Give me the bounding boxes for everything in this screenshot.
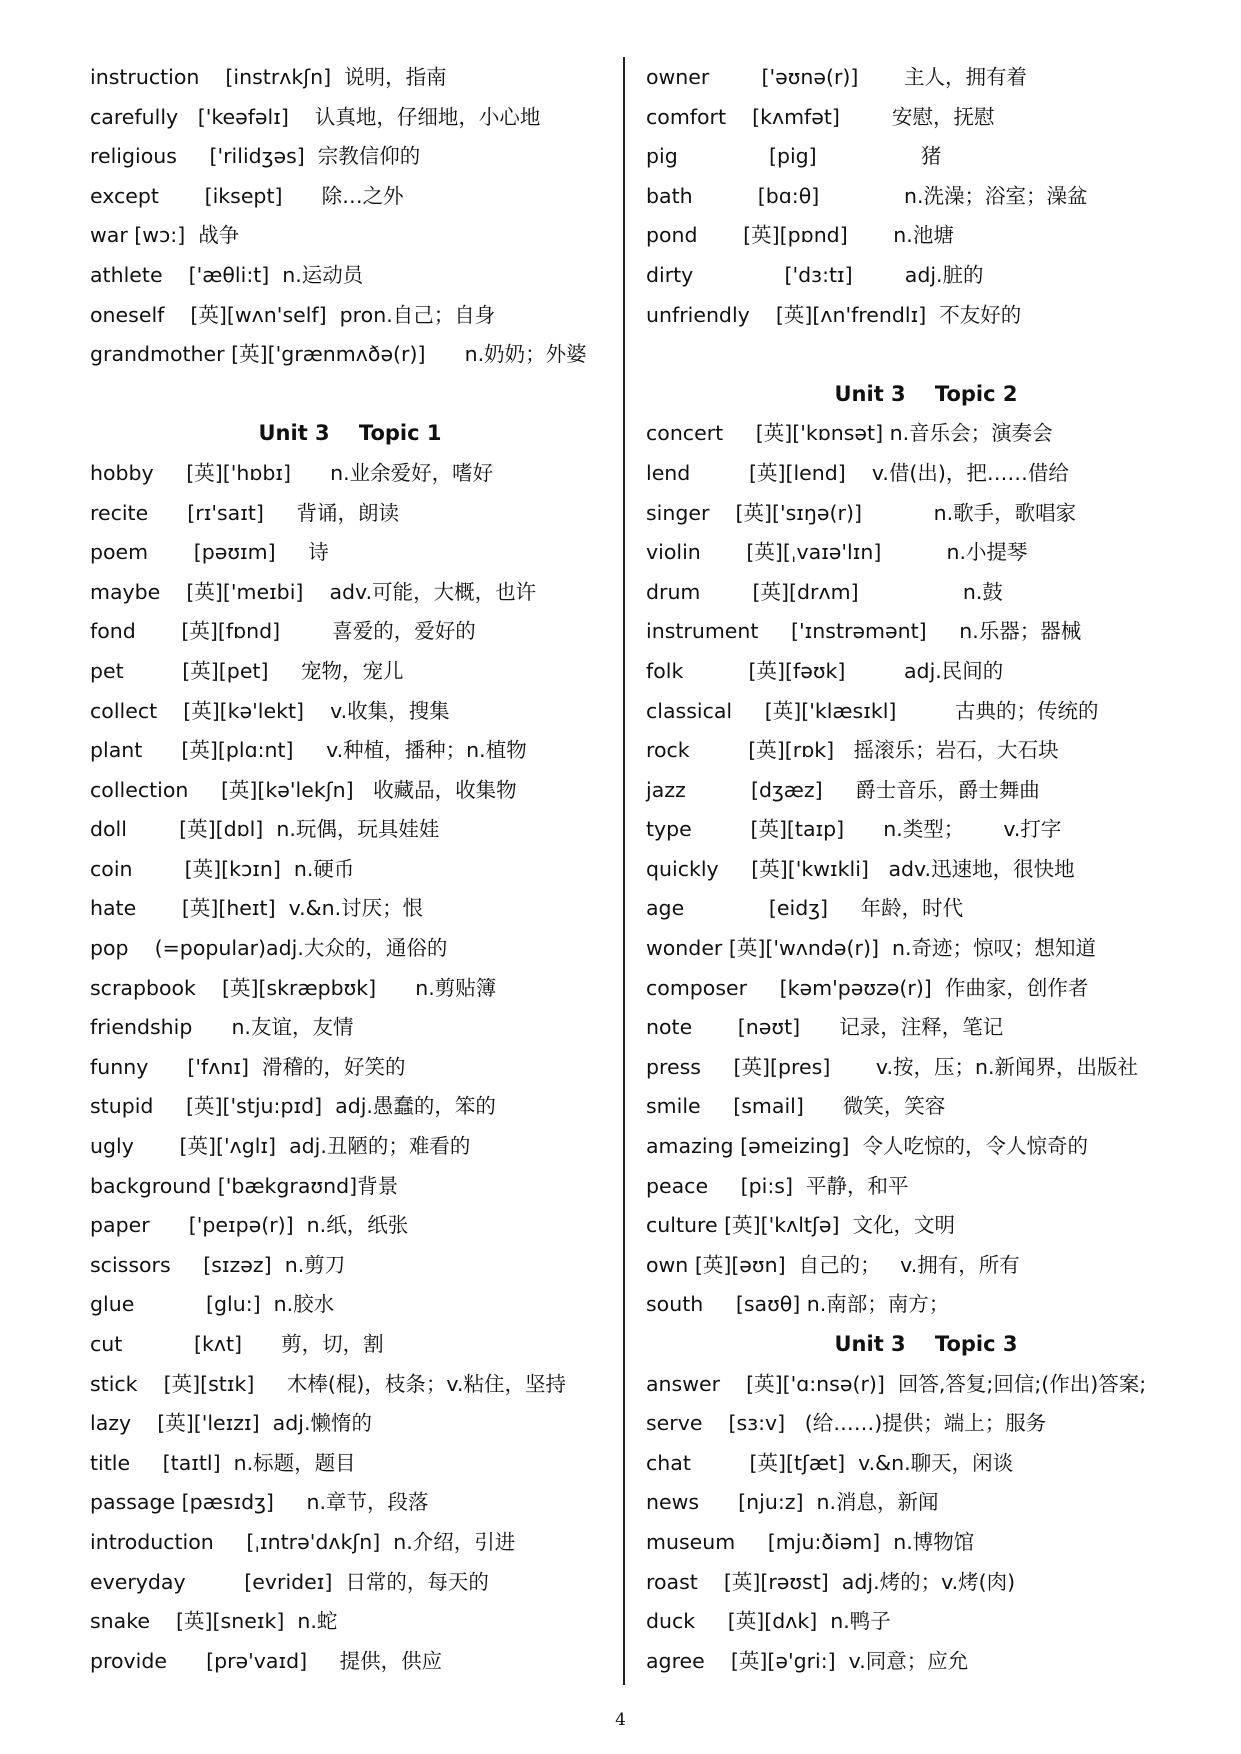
vocab-entry: background ['bækgraʊnd]背景 [90,1173,399,1198]
vocab-entry: carefully ['keəfəlɪ] 认真地，仔细地，小心地 [90,104,541,129]
vocab-entry: jazz [dʒæz] 爵士音乐，爵士舞曲 [646,777,1040,802]
vocab-entry: funny ['fʌnɪ] 滑稽的，好笑的 [90,1054,406,1079]
vocab-entry: scissors [sɪzəz] n.剪刀 [90,1252,346,1277]
vocab-entry: instrument ['ɪnstrəmənt] n.乐器；器械 [646,619,1082,644]
vocab-entry: wonder [英]['wʌndə(r)] n.奇迹；惊叹；想知道 [646,936,1096,961]
vocab-entry: lend [英][lend] v.借(出)，把……借给 [646,460,1069,485]
vocab-entry: drum [英][drʌm] n.鼓 [646,579,1003,604]
vocab-entry: duck [英][dʌk] n.鸭子 [646,1609,891,1634]
section-heading: Unit 3 Topic 3 [834,1332,1018,1356]
blank-line [646,335,1206,375]
vocab-entry: collect [英][kə'lekt] v.收集，搜集 [90,698,450,723]
vocab-entry: rock [英][rɒk] 摇滚乐；岩石，大石块 [646,738,1059,763]
vocab-entry: ugly [英]['ʌglɪ] adj.丑陋的；难看的 [90,1134,471,1159]
vocab-entry: age [eidʒ] 年龄，时代 [646,896,964,921]
vocab-entry: dirty ['dɜ:tɪ] adj.脏的 [646,262,984,287]
vocab-entry: grandmother [英]['grænmʌðə(r)] n.奶奶；外婆 [90,342,587,367]
vocab-entry: roast [英][rəʊst] adj.烤的；v.烤(肉) [646,1569,1016,1594]
vocab-entry: paper ['peɪpə(r)] n.纸，纸张 [90,1213,409,1238]
vocab-entry: athlete ['æθli:t] n.运动员 [90,262,364,287]
section-heading: Unit 3 Topic 2 [834,381,1018,406]
vocab-entry: smile [smail] 微笑，笑容 [646,1094,946,1119]
vocab-entry: composer [kəm'pəʊzə(r)] 作曲家，创作者 [646,975,1089,1000]
vocab-entry: pond [英][pɒnd] n.池塘 [646,223,954,248]
vocab-entry: unfriendly [英][ʌn'frendlɪ] 不友好的 [646,302,1022,327]
vocab-entry: provide [prə'vaɪd] 提供，供应 [90,1648,443,1673]
vocab-entry: stick [英][stɪk] 木棒(棍)，枝条；v.粘住，坚持 [90,1371,566,1396]
vocab-entry: friendship n.友谊，友情 [90,1015,354,1040]
left-column [90,58,610,1681]
vocab-entry: poem [pəʊɪm] 诗 [90,540,329,565]
vocab-entry: oneself [英][wʌn'self] pron.自己；自身 [90,302,496,327]
vocab-entry: collection [英][kə'lekʃn] 收藏品，收集物 [90,777,517,802]
vocab-entry: folk [英][fəʊk] adj.民间的 [646,658,1004,683]
vocab-entry: pig [pig] 猪 [646,144,942,169]
vocab-entry: plant [英][plɑ:nt] v.种植，播种；n.植物 [90,738,527,763]
vocab-entry: scrapbook [英][skræpbʊk] n.剪贴簿 [90,975,497,1000]
section-heading: Unit 3 Topic 1 [258,421,442,446]
vocab-entry: glue [glu:] n.胶水 [90,1292,335,1317]
vocab-entry: news [nju:z] n.消息，新闻 [646,1490,939,1515]
vocab-entry: museum [mju:ðiəm] n.博物馆 [646,1529,975,1554]
vocab-entry: recite [rɪ'saɪt] 背诵，朗读 [90,500,399,525]
vocab-entry: press [英][pres] v.按，压；n.新闻界，出版社 [646,1054,1138,1079]
vocab-entry: own [英][əʊn] 自己的； v.拥有，所有 [646,1252,1020,1277]
vocab-entry: pet [英][pet] 宠物，宠儿 [90,658,404,683]
vocab-entry: comfort [kʌmfət] 安慰，抚慰 [646,104,995,129]
vocab-entry: amazing [əmeizing] 令人吃惊的，令人惊奇的 [646,1134,1088,1159]
vocab-entry: note [nəʊt] 记录，注释，笔记 [646,1015,1004,1040]
vocab-entry: war [wɔ:] 战争 [90,223,240,248]
vocab-entry: culture [英]['kʌltʃə] 文化，文明 [646,1213,955,1238]
vocab-entry: concert [英]['kɒnsət] n.音乐会；演奏会 [646,421,1053,446]
vocab-entry: except [iksept] 除…之外 [90,183,404,208]
vocab-entry: owner ['əʊnə(r)] 主人，拥有着 [646,65,1028,89]
vocab-entry: pop (=popular)adj.大众的，通俗的 [90,936,448,961]
vocab-entry: singer [英]['sɪŋə(r)] n.歌手，歌唱家 [646,500,1077,525]
page-number: 4 [615,1710,626,1730]
vocab-entry: coin [英][kɔɪn] n.硬币 [90,856,355,881]
vocab-entry: classical [英]['klæsɪkl] 古典的；传统的 [646,698,1099,723]
vocab-entry: answer [英]['ɑ:nsə(r)] 回答,答复;回信;(作出)答案; [646,1371,1147,1396]
vocab-entry: peace [pi:s] 平静，和平 [646,1173,909,1198]
vocab-entry: introduction [ˌɪntrə'dʌkʃn] n.介绍，引进 [90,1529,516,1554]
vocab-entry: serve [sɜ:v] (给……)提供；端上；服务 [646,1411,1047,1436]
vocab-entry: cut [kʌt] 剪，切，割 [90,1332,384,1356]
vocab-entry: doll [英][dɒl] n.玩偶，玩具娃娃 [90,817,440,842]
vocab-entry: passage [pæsɪdʒ] n.章节，段落 [90,1490,429,1515]
vocab-entry: chat [英][tʃæt] v.&n.聊天，闲谈 [646,1450,1014,1475]
blank-line [90,375,610,415]
vocab-entry: lazy [英]['leɪzɪ] adj.懒惰的 [90,1411,372,1436]
vocab-entry: agree [英][ə'gri:] v.同意；应允 [646,1648,969,1673]
vocab-entry: everyday [evrideɪ] 日常的，每天的 [90,1569,489,1594]
vocab-entry: snake [英][sneɪk] n.蛇 [90,1609,338,1634]
vocab-entry: instruction [instrʌkʃn] 说明，指南 [90,65,447,89]
vocab-entry: violin [英][ˌvaɪə'lɪn] n.小提琴 [646,540,1028,565]
vocab-entry: maybe [英]['meɪbi] adv.可能，大概，也许 [90,579,537,604]
vocab-entry: bath [bɑ:θ] n.洗澡；浴室；澡盆 [646,183,1088,208]
vocab-entry: quickly [英]['kwɪkli] adv.迅速地，很快地 [646,856,1075,881]
right-column [646,58,1206,1681]
vocab-entry: hobby [英]['hɒbɪ] n.业余爱好，嗜好 [90,460,494,485]
vocab-entry: stupid [英]['stju:pɪd] adj.愚蠢的，笨的 [90,1094,496,1119]
vocab-entry: fond [英][fɒnd] 喜爱的，爱好的 [90,619,476,644]
vocab-entry: title [taɪtl] n.标题，题目 [90,1450,356,1475]
column-divider [623,57,625,1685]
vocab-entry: hate [英][heɪt] v.&n.讨厌；恨 [90,896,424,921]
vocab-entry: type [英][taɪp] n.类型； v.打字 [646,817,1062,842]
vocab-entry: religious ['rilidʒəs] 宗教信仰的 [90,144,421,169]
vocab-entry: south [saʊθ] n.南部；南方； [646,1292,950,1317]
